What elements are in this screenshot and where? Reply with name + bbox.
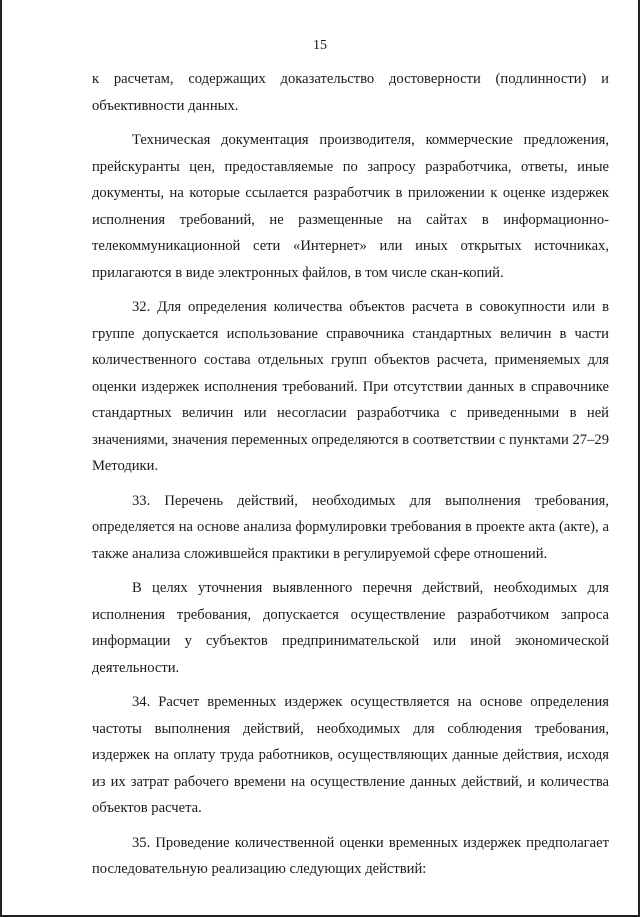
paragraph-continuation: к расчетам, содержащих доказательство достоверности (подлинности) и объективности данных.: [92, 71, 609, 114]
paragraph-technical-documentation: Техническая документация производителя, коммерческие предложения, прейскуранты цен, предоставляемые по запросу разработчика, ответы, иные документы, на которые ссылается разработчик в приложении к оценке издержек исполнения требований, не размещенные на сайтах в информационно-телекоммуникационной сети «Интернет» или иных открытых источниках, прилагаются в виде электронных файлов, в том числе скан-копий.: [92, 132, 609, 281]
paragraph-item-34: 34. Расчет временных издержек осуществляется на основе определения частоты выполнения действий, необходимых для соблюдения требования, издержек на оплату труда работников, осуществляющих данные действия, исходя из их затрат рабочего времени на осуществление данных действий, и количества объектов расчета.: [92, 694, 609, 816]
paragraph-action-list-clarification: В целях уточнения выявленного перечня действий, необходимых для исполнения требования, допускается осуществление разработчиком запроса информации у субъектов предпринимательской или иной экономической деятельности.: [92, 580, 609, 676]
paragraph-item-32: 32. Для определения количества объектов расчета в совокупности или в группе допускается использование справочника стандартных величин в части количественного состава отдельных групп объектов расчета, применяемых для оценки издержек исполнения требований. При отсутствии данных в справочнике стандартных величин или несогласии разработчика с приведенными в ней значениями, значения переменных определяются в соответствии с пунктами 27–29 Методики.: [92, 299, 609, 474]
document-body: [92, 66, 609, 891]
paragraph-item-33: 33. Перечень действий, необходимых для выполнения требования, определяется на основе анализа формулировки требования в проекте акта (акте), а также анализа сложившейся практики в регулируемой сфере отношений.: [92, 492, 609, 562]
page-number: 15: [313, 38, 327, 53]
paragraph-item-35: 35. Проведение количественной оценки временных издержек предполагает последовательную реализацию следующих действий:: [92, 834, 609, 877]
